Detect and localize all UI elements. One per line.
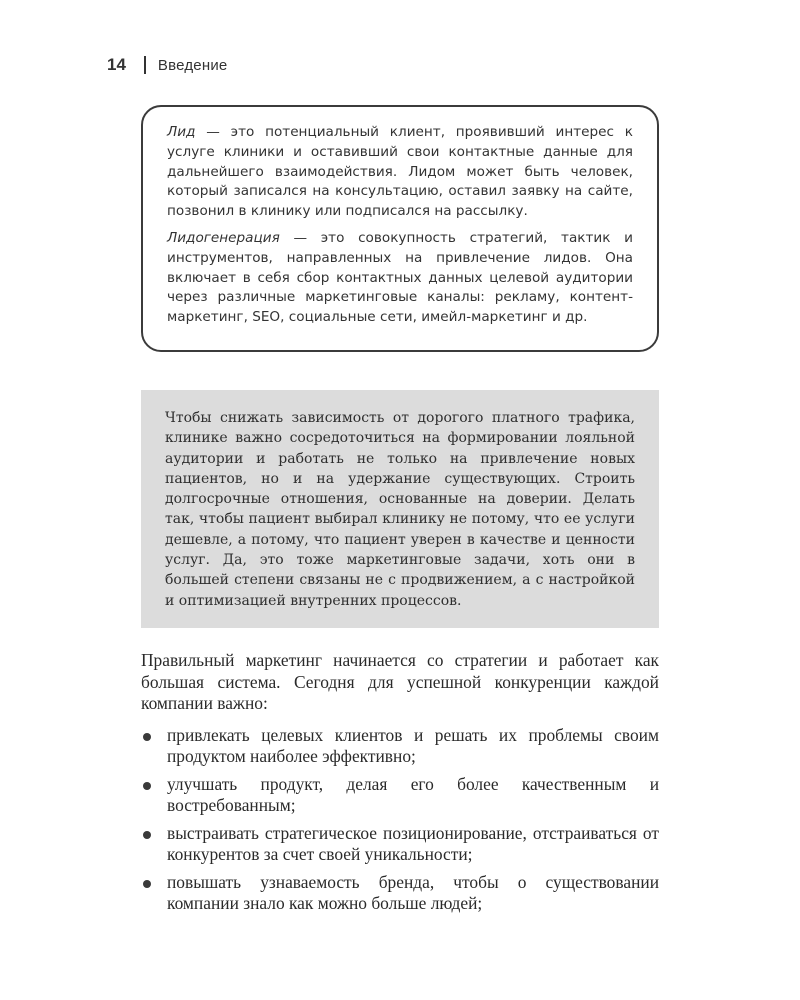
list-item-text: улучшать продукт, делая его более качественным и востребованным;	[167, 773, 659, 815]
list-item	[141, 823, 659, 866]
definition-term: Лид	[167, 124, 196, 140]
page-number: 14	[107, 55, 126, 74]
list-item-text: повышать узнаваемость бренда, чтобы о существовании компании знало как можно больше людей;	[167, 871, 659, 913]
body-text	[141, 650, 659, 921]
list-item-text: выстраивать стратегическое позиционирование, отстраиваться от конкурентов за счет своей уникальности;	[167, 822, 659, 864]
definition-term: Лидогенерация	[167, 229, 280, 246]
list-item	[141, 872, 659, 915]
bullet-icon	[143, 831, 151, 839]
header-divider	[144, 56, 146, 74]
bullet-list	[141, 725, 659, 915]
body-intro: Правильный маркетинг начинается со стратегии и работает как большая система. Сегодня для успешной конкуренции каждой компании важно:	[141, 650, 659, 713]
definition-text: — это потенциальный клиент, проявивший интерес к услуге клиники и оставивший свои контактные данные для дальнейшего взаимодействия. Лидом может быть человек, который записался на консультацию, оставил заявку на сайте, позвонил в клинику или подписался на рассылку.	[167, 124, 633, 220]
definition-lead-generation	[167, 229, 633, 328]
list-item	[141, 725, 659, 768]
definition-text: — это совокупность стратегий, тактик и инструментов, направленных на привлечение лидов. Она включает в себя сбор контактных данных целевой аудитории через различные маркетинговые каналы: рекламу, контент-маркетинг, SEO, социальные сети, имейл-маркетинг и др.	[167, 229, 633, 326]
definition-box	[141, 105, 659, 352]
list-item-text: привлекать целевых клиентов и решать их проблемы своим продуктом наиболее эффективно;	[167, 724, 659, 766]
section-title: Введение	[157, 56, 228, 74]
callout-box	[141, 390, 659, 628]
page-header	[107, 52, 227, 78]
callout-text: Чтобы снижать зависимость от дорогого платного трафика, клинике важно сосредоточиться на формировании лояльной аудитории и работать не только на привлечение новых пациентов, но и на удержание существующих. Строить долгосрочные отношения, основанные на доверии. Делать так, чтобы пациент выбирал клинику не потому, что ее услуги дешевле, а потому, что пациент уверен в качестве и ценности услуг. Да, это тоже маркетинговые задачи, хоть они в большей степени связаны не с продвижением, а с настройкой и оптимизацией внутренних процессов.	[165, 410, 635, 609]
bullet-icon	[143, 782, 151, 790]
bullet-icon	[143, 733, 151, 741]
list-item	[141, 774, 659, 817]
definition-lead	[167, 123, 633, 222]
bullet-icon	[143, 880, 151, 888]
